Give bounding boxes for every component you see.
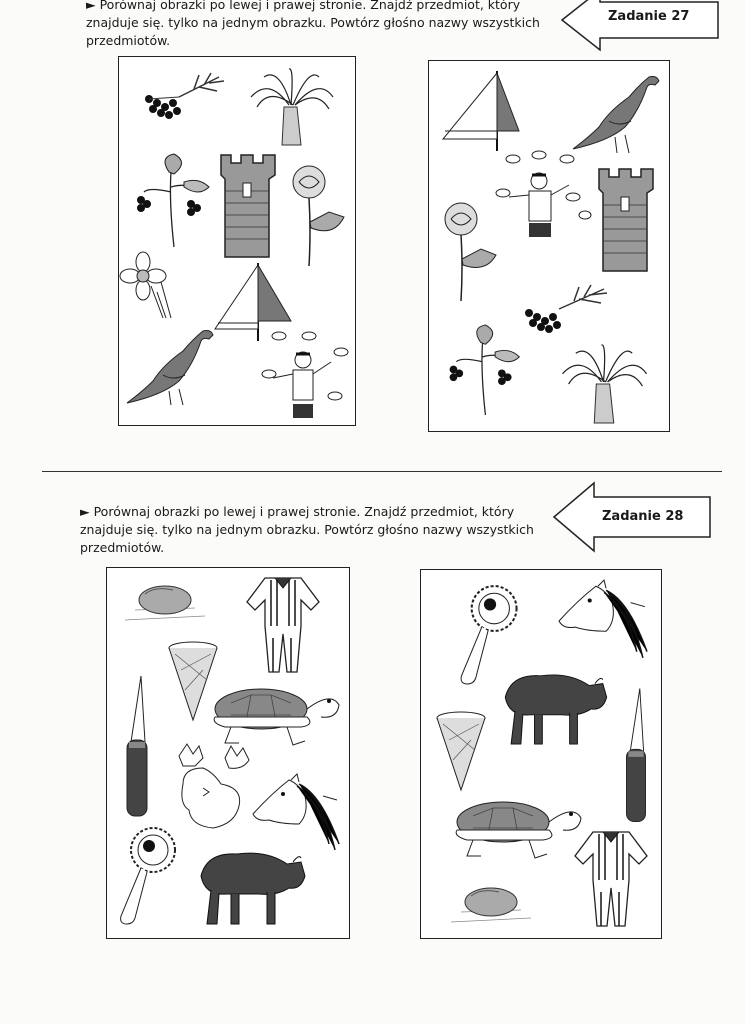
task-27-left-panel bbox=[118, 56, 356, 426]
palm-tree-icon bbox=[559, 343, 649, 425]
task-title: Zadanie 27 bbox=[608, 9, 690, 24]
rowan-berries-icon bbox=[139, 67, 229, 127]
task-28-instruction bbox=[80, 503, 534, 557]
instruction-line: ► Porównaj obrazki po lewej i prawej stronie. Znajdź przedmiot, który bbox=[86, 0, 521, 12]
rose-icon bbox=[441, 201, 501, 301]
ice-cream-cone-icon bbox=[435, 710, 487, 792]
juggler-icon bbox=[259, 332, 349, 422]
section-divider bbox=[42, 471, 722, 472]
task-28-arrow-badge bbox=[552, 481, 712, 553]
bird-icon bbox=[125, 580, 205, 624]
horse-icon bbox=[251, 774, 341, 854]
bison-icon bbox=[197, 846, 307, 926]
tower-icon bbox=[217, 155, 279, 259]
blackberry-icon bbox=[129, 152, 214, 247]
eagle-icon bbox=[123, 325, 215, 405]
mirror-icon bbox=[115, 824, 179, 926]
left-arrow-icon bbox=[560, 0, 720, 52]
horse-icon bbox=[557, 580, 649, 662]
palm-tree-icon bbox=[249, 67, 334, 147]
task-28-right-panel bbox=[420, 569, 662, 939]
sail-icon bbox=[439, 71, 521, 151]
pajamas-icon bbox=[245, 578, 321, 674]
instruction-line: znajduje się. tylko na jednym obrazku. Powtórz głośno nazwy wszystkich bbox=[80, 522, 534, 537]
task-title: Zadanie 28 bbox=[602, 509, 684, 524]
eagle-icon bbox=[569, 71, 661, 153]
tower-icon bbox=[595, 169, 657, 273]
instruction-line: znajduje się. tylko na jednym obrazku. Powtórz głośno nazwy wszystkich bbox=[86, 15, 540, 30]
rowan-berries-icon bbox=[519, 279, 615, 341]
task-27-right-panel bbox=[428, 60, 670, 432]
pajamas-icon bbox=[573, 832, 649, 928]
instruction-line: ► Porównaj obrazki po lewej i prawej stronie. Znajdź przedmiot, który bbox=[80, 504, 515, 519]
rose-icon bbox=[289, 162, 349, 267]
turtle-icon bbox=[211, 683, 343, 753]
instruction-line: przedmiotów. bbox=[86, 33, 171, 48]
narcissus-icon bbox=[121, 252, 179, 320]
task-28-left-panel bbox=[106, 567, 350, 939]
task-27-arrow-badge bbox=[560, 0, 720, 52]
bird-icon bbox=[451, 882, 531, 926]
blackberry-icon bbox=[441, 323, 525, 415]
eggshell-chick-icon bbox=[173, 744, 253, 830]
bison-icon bbox=[499, 668, 611, 746]
knife-icon bbox=[117, 676, 157, 816]
juggler-icon bbox=[489, 151, 589, 241]
task-27-instruction bbox=[86, 0, 540, 50]
instruction-line: przedmiotów. bbox=[80, 540, 165, 555]
turtle-icon bbox=[453, 796, 585, 866]
knife-icon bbox=[617, 688, 655, 822]
sail-icon bbox=[213, 263, 293, 341]
